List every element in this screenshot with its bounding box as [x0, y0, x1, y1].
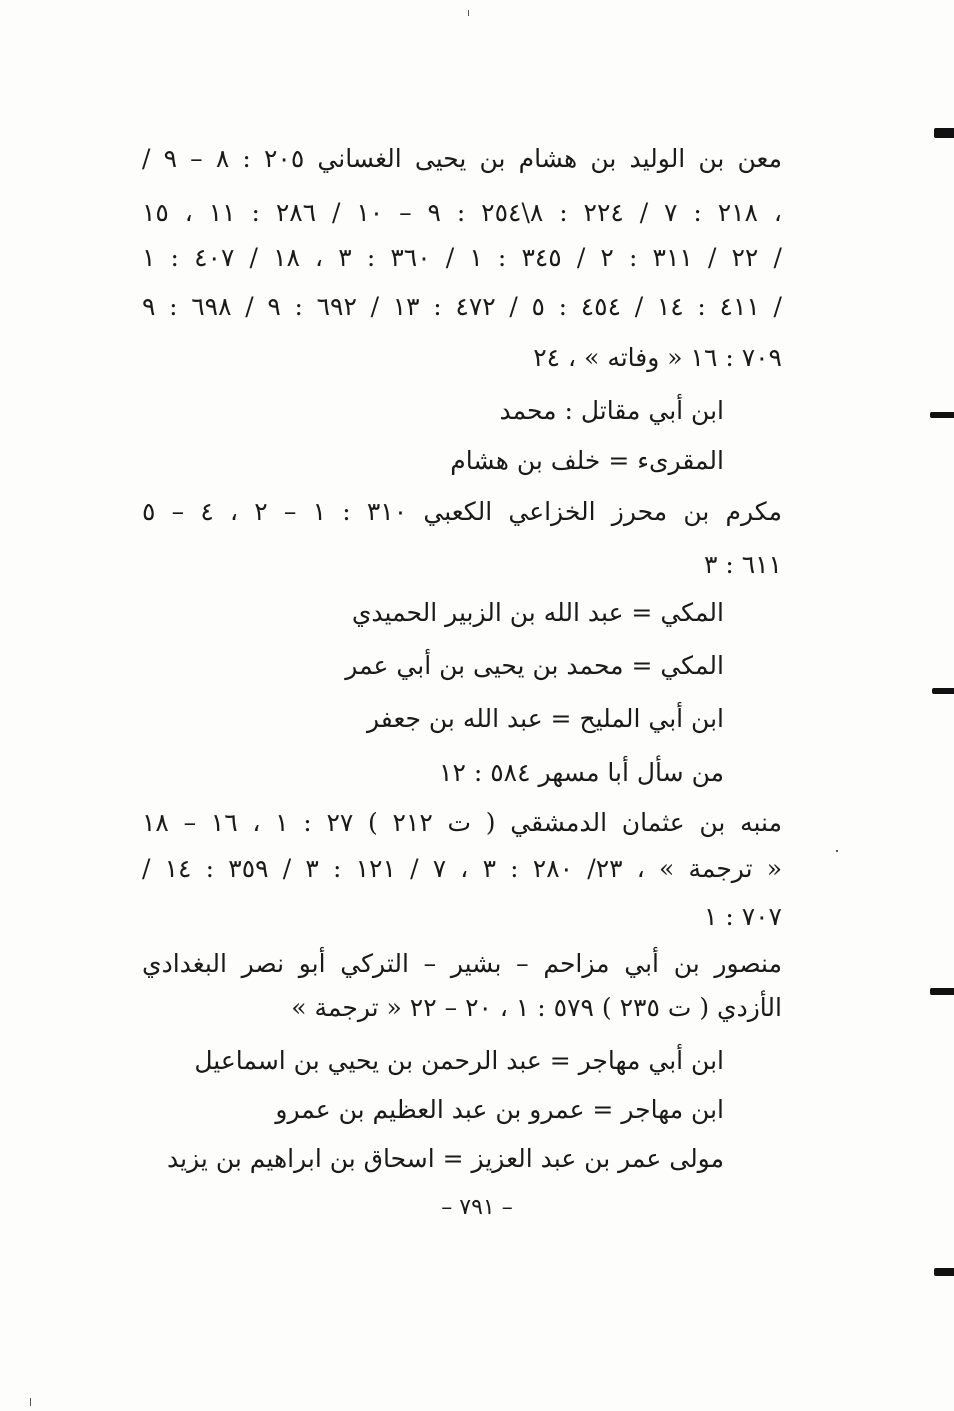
- index-entry-munabbih-ibn-uthman: منبه بن عثمان الدمشقي ( ت ٢١٢ ) ٢٧ : ١ ، ١٦ – ١٨: [142, 808, 782, 837]
- scan-speck: [836, 850, 838, 852]
- scan-edge-mark: [930, 988, 954, 995]
- index-entry-mukram-refs: ٦١١ : ٣: [703, 550, 782, 579]
- scan-edge-mark: [934, 128, 954, 138]
- page-number: – ٧٩١ –: [441, 1195, 513, 1220]
- index-entry-maan-refs-3: ٤١١ : ١٤ / ٤٥٤ : ٥ / ٤٧٢ : ١٣ / ٦٩٢ : ٩ / ٦٩٨ : ٩ /: [142, 292, 782, 321]
- index-entry-mukram-ibn-muhriz: مكرم بن محرز الخزاعي الكعبي ٣١٠ : ١ – ٢ ، ٤ – ٥: [142, 497, 782, 526]
- index-entry-munabbih-refs-2: ٧٠٧ : ١: [703, 902, 782, 931]
- scan-edge-mark: [934, 1268, 954, 1276]
- index-entry-al-makki-2: المكي = محمد بن يحيى بن أبي عمر: [345, 651, 724, 680]
- index-entry-mansur-refs: الأزدي ( ت ٢٣٥ ) ٥٧٩ : ١ ، ٢٠ – ٢٢ « ترجمة »: [291, 993, 782, 1022]
- scan-edge-mark: [932, 688, 954, 694]
- index-entry-maan-ibn-al-walid: معن بن الوليد بن هشام بن يحيى الغساني ٢٠٥ : ٨ – ٩ /: [142, 144, 783, 173]
- index-entry-man-saal-aba-mushir: من سأل أبا مسهر ٥٨٤ : ١٢: [439, 758, 724, 787]
- index-entry-ibn-abi-muhajir: ابن أبي مهاجر = عبد الرحمن بن يحيي بن اسماعيل: [194, 1046, 724, 1075]
- index-entry-maan-refs-1: ٢١٨ : ٧ / ٢٢٤ : ٨\٢٥٤ : ٩ – ١٠ / ٢٨٦ : ١١ ، ١٥ ،: [142, 198, 782, 227]
- index-entry-ibn-abi-al-malih: ابن أبي المليح = عبد الله بن جعفر: [367, 704, 724, 733]
- index-entry-mansur-ibn-abi-muzahim: منصور بن أبي مزاحم – بشير – التركي أبو نصر البغدادي: [142, 949, 782, 978]
- index-entry-al-makki-1: المكي = عبد الله بن الزبير الحميدي: [351, 598, 724, 627]
- index-entry-maan-refs-2: ٢٢ / ٣١١ : ٢ / ٣٤٥ : ١ / ٣٦٠ : ٣ ، ١٨ / ٤٠٧ : ١ /: [142, 243, 782, 272]
- scan-speck: [30, 1398, 31, 1406]
- index-entry-ibn-abi-muqatil: ابن أبي مقاتل : محمد: [499, 396, 724, 425]
- index-entry-maan-refs-4: ٧٠٩ : ١٦ « وفاته » ، ٢٤: [533, 343, 782, 372]
- index-entry-ibn-muhajir: ابن مهاجر = عمرو بن عبد العظيم بن عمرو: [275, 1095, 724, 1124]
- index-entry-al-muqri: المقرىء = خلف بن هشام: [450, 446, 724, 475]
- scan-speck: [468, 10, 469, 16]
- scan-edge-mark: [930, 412, 954, 418]
- index-entry-mawla-umar: مولى عمر بن عبد العزيز = اسحاق بن ابراهيم بن يزيد: [167, 1144, 724, 1173]
- index-entry-munabbih-refs-1: « ترجمة » ، ٢٣/ ٢٨٠ : ٣ ، ٧ / ١٢١ : ٣ / ٣٥٩ : ١٤ /: [142, 854, 783, 883]
